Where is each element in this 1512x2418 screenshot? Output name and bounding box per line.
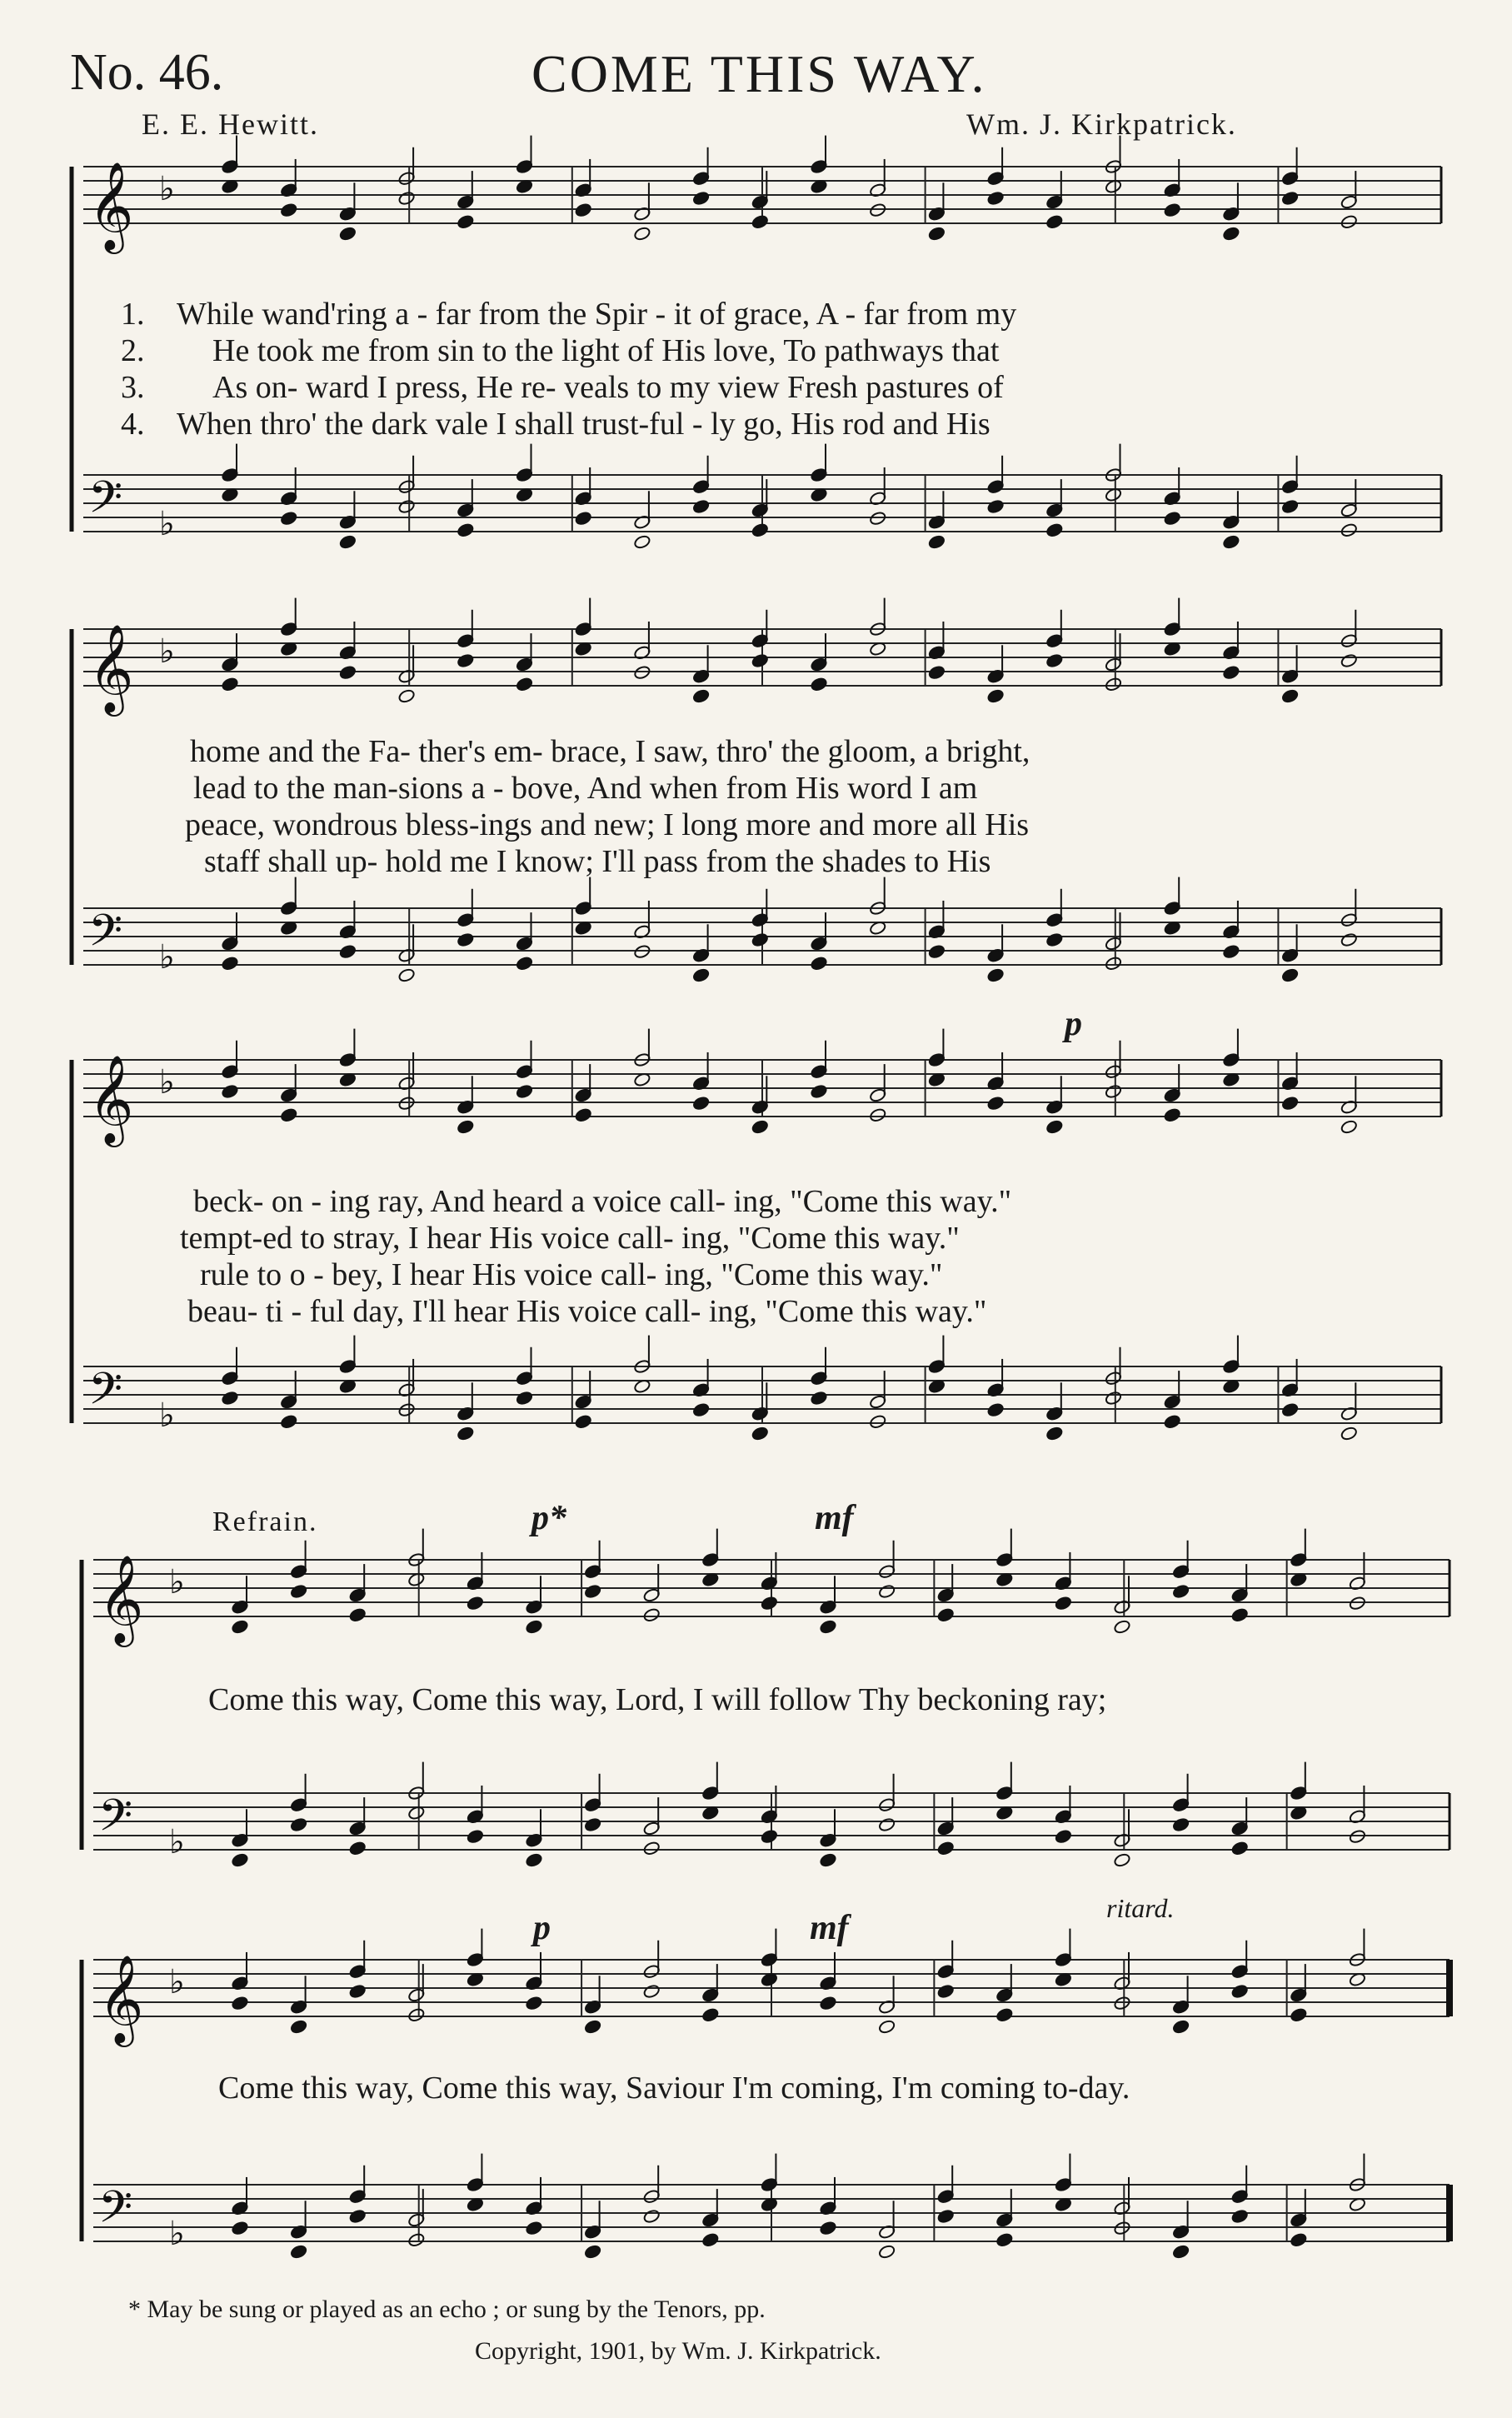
verse-2-text-1: He took me from sin to the light of His love, To pathways that xyxy=(212,333,1000,368)
note-head xyxy=(1290,2232,1307,2247)
note-head xyxy=(937,2209,955,2224)
note-head xyxy=(525,1996,542,2011)
note-head xyxy=(878,2019,896,2034)
treble-clef-icon: 𝄞 xyxy=(88,161,134,250)
note-head xyxy=(1113,2221,1130,2236)
note-head xyxy=(937,1984,955,1999)
flat-key-signature-icon: ♭ xyxy=(169,1963,185,2001)
hymn-number: No. 46. xyxy=(70,44,224,101)
flat-key-signature-icon: ♭ xyxy=(159,1396,175,1434)
bass-clef-icon: 𝄢 xyxy=(88,1364,123,1426)
note-head xyxy=(819,2221,836,2236)
verse-4-text-3: beau- ti - ful day, I'll hear His voice call- ing, "Come this way." xyxy=(187,1294,987,1329)
verse-2-text-3: tempt-ed to stray, I hear His voice call- ing, "Come this way." xyxy=(180,1221,960,1256)
note-head xyxy=(1172,2244,1190,2259)
dynamic-p-2: p xyxy=(533,1909,551,1947)
note-head xyxy=(996,2232,1013,2247)
verse-1-text-3: beck- on - ing ray, And heard a voice call- ing, "Come this way." xyxy=(193,1184,1012,1219)
verse-3-line-1: 3. xyxy=(121,370,145,405)
treble-clef-icon: 𝄞 xyxy=(98,1554,144,1643)
author-credit: E. E. Hewitt. xyxy=(142,107,319,141)
note-head xyxy=(290,2019,307,2034)
verse-3-text-2: peace, wondrous bless-ings and new; I long more and more all His xyxy=(185,807,1030,842)
bass-clef-icon: 𝄢 xyxy=(88,906,123,967)
note-head xyxy=(349,1984,367,1999)
flat-key-signature-icon: ♭ xyxy=(159,170,175,207)
flat-key-signature-icon: ♭ xyxy=(159,632,175,670)
bass-clef-icon: 𝄢 xyxy=(98,2182,133,2244)
flat-key-signature-icon: ♭ xyxy=(159,1063,175,1101)
flat-key-signature-icon: ♭ xyxy=(169,1823,185,1861)
note-head xyxy=(996,2007,1013,2022)
flat-key-signature-icon: ♭ xyxy=(169,2215,185,2252)
note-head xyxy=(231,1996,248,2011)
note-head xyxy=(290,2244,307,2259)
note-head xyxy=(701,2232,719,2247)
refrain-label: Refrain. xyxy=(212,1506,318,1537)
note-head xyxy=(407,2007,425,2022)
note-head xyxy=(525,2221,542,2236)
refrain-lyric-2: Come this way, Come this way, Saviour I'm coming, I'm coming to-day. xyxy=(218,2071,1130,2106)
note-head xyxy=(1231,2209,1249,2224)
refrain-lyric-1: Come this way, Come this way, Lord, I will follow Thy beckoning ray; xyxy=(208,1682,1107,1717)
treble-clef-icon: 𝄞 xyxy=(98,1954,144,2043)
verse-4-text-1: When thro' the dark vale I shall trust-ful - ly go, His rod and His xyxy=(177,407,991,442)
dynamic-mf-2: mf xyxy=(810,1909,849,1947)
copyright: Copyright, 1901, by Wm. J. Kirkpatrick. xyxy=(475,2337,881,2365)
verse-1-text-1: While wand'ring a - far from the Spir - it of grace, A - far from my xyxy=(177,297,1017,332)
verse-3-text-3: rule to o - bey, I hear His voice call- ing, "Come this way." xyxy=(200,1257,943,1292)
verse-1-line-1: 1. xyxy=(121,297,145,332)
dynamic-p-star: p* xyxy=(531,1499,566,1537)
note-head xyxy=(819,1996,836,2011)
note-head xyxy=(1113,1996,1130,2011)
composer-credit: Wm. J. Kirkpatrick. xyxy=(966,107,1237,141)
note-head xyxy=(349,2209,367,2224)
hymn-title: COME THIS WAY. xyxy=(531,44,987,103)
flat-key-signature-icon: ♭ xyxy=(159,505,175,542)
note-head xyxy=(231,2221,248,2236)
verse-2-text-2: lead to the man-sions a - bove, And when from His word I am xyxy=(193,771,978,806)
bass-clef-icon: 𝄢 xyxy=(88,472,123,534)
note-head xyxy=(1290,2007,1307,2022)
note-head xyxy=(643,1984,661,1999)
treble-clef-icon: 𝄞 xyxy=(88,623,134,712)
verse-4-line-1: 4. xyxy=(121,407,145,442)
verse-1-text-2: home and the Fa- ther's em- brace, I saw, thro' the gloom, a bright, xyxy=(190,734,1030,769)
note-head xyxy=(584,2019,601,2034)
flat-key-signature-icon: ♭ xyxy=(169,1563,185,1601)
flat-key-signature-icon: ♭ xyxy=(159,938,175,976)
note-head xyxy=(701,2007,719,2022)
ritard-marking: ritard. xyxy=(1106,1893,1175,1923)
treble-clef-icon: 𝄞 xyxy=(88,1054,134,1143)
verse-3-text-1: As on- ward I press, He re- veals to my view Fresh pastures of xyxy=(212,370,1004,405)
note-head xyxy=(643,2209,661,2224)
note-head xyxy=(878,2244,896,2259)
note-head xyxy=(1172,2019,1190,2034)
dynamic-mf-1: mf xyxy=(815,1499,854,1537)
note-head xyxy=(584,2244,601,2259)
note-head xyxy=(1231,1984,1249,1999)
footnote: * May be sung or played as an echo ; or sung by the Tenors, pp. xyxy=(128,2296,766,2323)
note-head xyxy=(407,2232,425,2247)
verse-2-line-1: 2. xyxy=(121,333,145,368)
bass-clef-icon: 𝄢 xyxy=(98,1791,133,1852)
verse-4-text-2: staff shall up- hold me I know; I'll pass from the shades to His xyxy=(204,844,991,879)
dynamic-p-1: p xyxy=(1065,1005,1082,1043)
